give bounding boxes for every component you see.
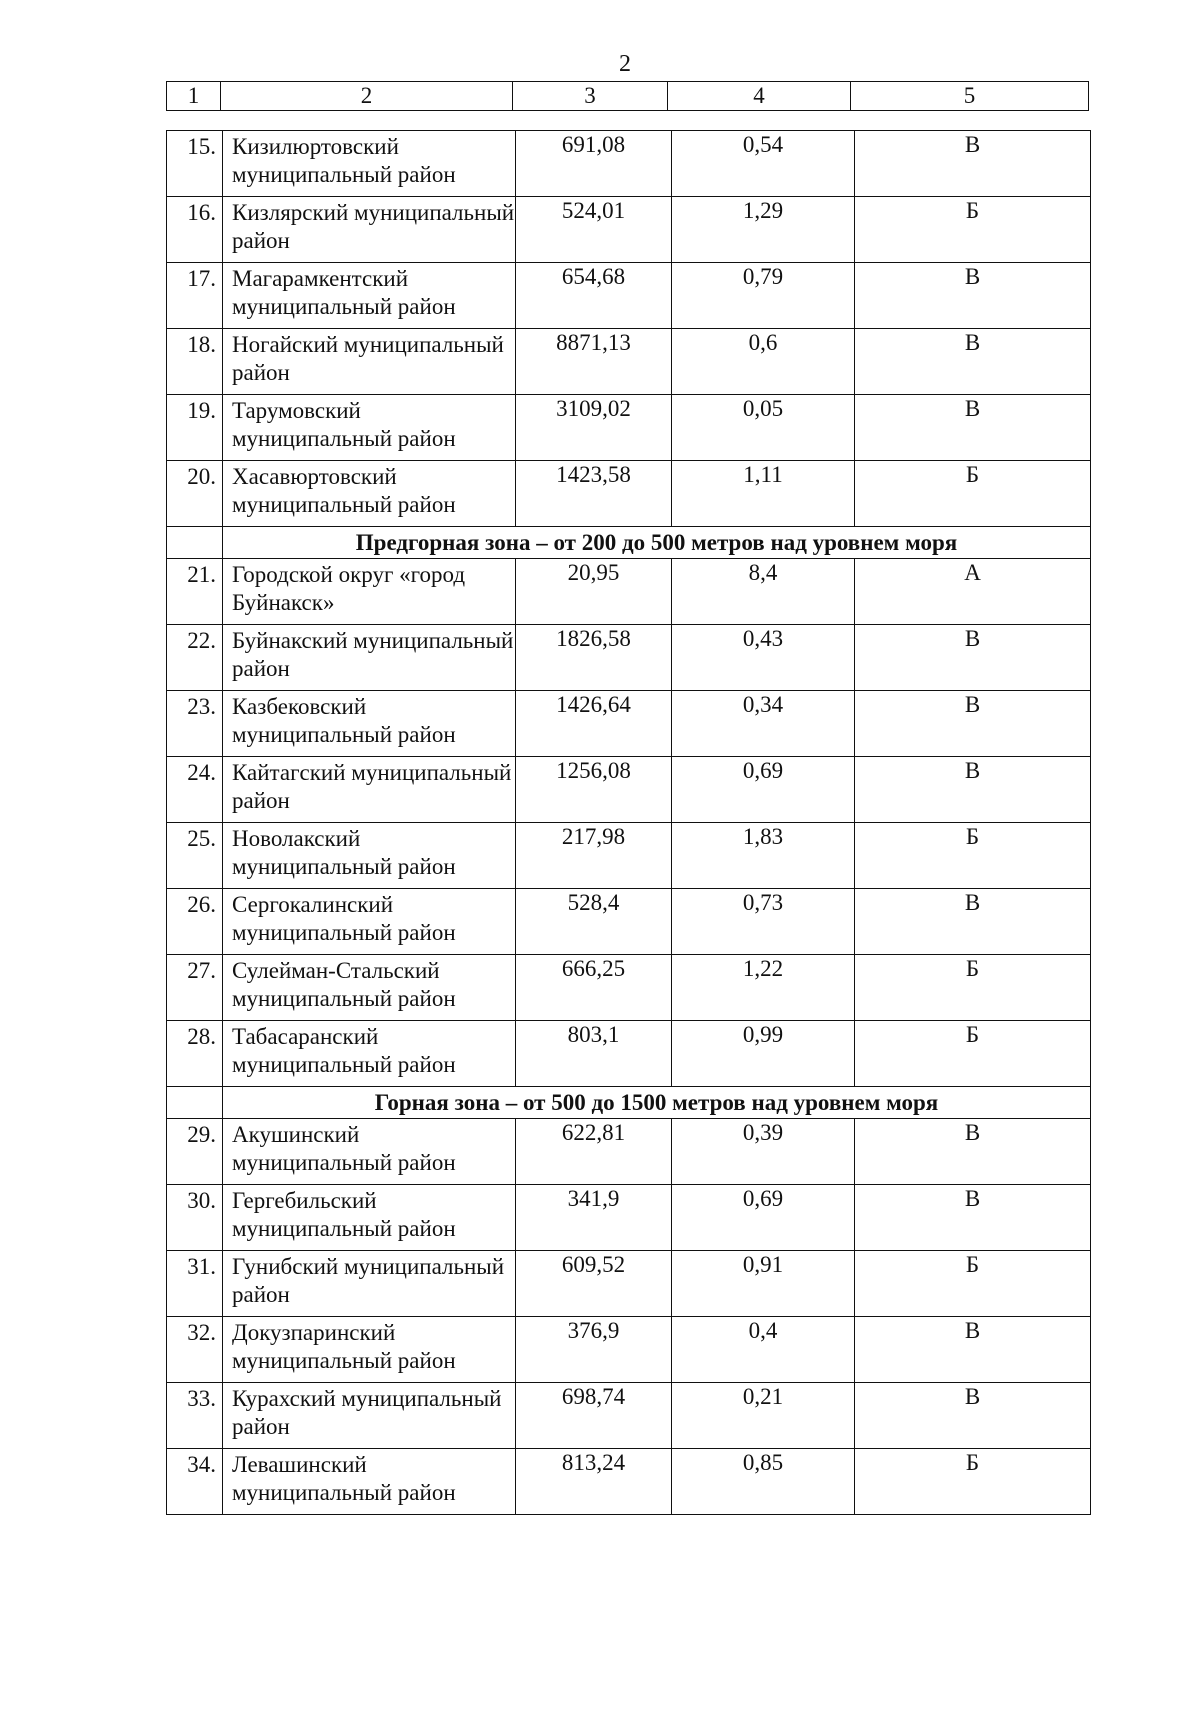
category-value: В: [855, 329, 1091, 395]
area-value: 698,74: [516, 1383, 672, 1449]
table-row: [167, 131, 1091, 197]
category-value: Б: [855, 461, 1091, 527]
row-number: 24.: [167, 757, 223, 823]
district-name: Городской округ «город Буйнакск»: [223, 559, 516, 625]
area-value: 691,08: [516, 131, 672, 197]
row-number: 28.: [167, 1021, 223, 1087]
area-value: 1423,58: [516, 461, 672, 527]
table-row: [167, 197, 1091, 263]
row-number: 31.: [167, 1251, 223, 1317]
district-name: Казбековский муниципальный район: [223, 691, 516, 757]
density-value: 1,11: [672, 461, 855, 527]
district-name: Докузпаринский муниципальный район: [223, 1317, 516, 1383]
area-value: 1256,08: [516, 757, 672, 823]
column-number: 5: [851, 82, 1089, 111]
area-value: 1826,58: [516, 625, 672, 691]
district-name: Сергокалинский муниципальный район: [223, 889, 516, 955]
row-number: 19.: [167, 395, 223, 461]
row-number: 27.: [167, 955, 223, 1021]
category-value: В: [855, 889, 1091, 955]
table-row: [167, 625, 1091, 691]
district-name: Ногайский муниципальный район: [223, 329, 516, 395]
row-number: 23.: [167, 691, 223, 757]
category-value: В: [855, 395, 1091, 461]
row-number: 25.: [167, 823, 223, 889]
table-row: [167, 1251, 1091, 1317]
table-row: [167, 1449, 1091, 1515]
category-value: Б: [855, 197, 1091, 263]
table-row: [167, 889, 1091, 955]
row-number: 22.: [167, 625, 223, 691]
category-value: В: [855, 131, 1091, 197]
row-number: 17.: [167, 263, 223, 329]
district-name: Магарамкентский муниципальный район: [223, 263, 516, 329]
row-number: 34.: [167, 1449, 223, 1515]
category-value: Б: [855, 955, 1091, 1021]
area-value: 609,52: [516, 1251, 672, 1317]
table-row: [167, 1021, 1091, 1087]
table-row: [167, 757, 1091, 823]
page-number: 2: [619, 51, 631, 77]
category-value: В: [855, 625, 1091, 691]
category-value: В: [855, 757, 1091, 823]
table-row: [167, 955, 1091, 1021]
districts-table-body: [167, 131, 1091, 1515]
area-value: 622,81: [516, 1119, 672, 1185]
area-value: 666,25: [516, 955, 672, 1021]
area-value: 524,01: [516, 197, 672, 263]
district-name: Кизилюртовский муниципальный район: [223, 131, 516, 197]
zone-num-cell: [167, 1087, 223, 1119]
density-value: 0,39: [672, 1119, 855, 1185]
density-value: 0,69: [672, 1185, 855, 1251]
row-number: 30.: [167, 1185, 223, 1251]
category-value: В: [855, 1119, 1091, 1185]
row-number: 21.: [167, 559, 223, 625]
area-value: 528,4: [516, 889, 672, 955]
density-value: 0,6: [672, 329, 855, 395]
table-row: [167, 263, 1091, 329]
column-number: 1: [167, 82, 221, 111]
density-value: 0,91: [672, 1251, 855, 1317]
density-value: 0,43: [672, 625, 855, 691]
density-value: 0,99: [672, 1021, 855, 1087]
density-value: 0,73: [672, 889, 855, 955]
table-row: [167, 691, 1091, 757]
column-number-row: [167, 82, 1089, 111]
zone-title: Предгорная зона – от 200 до 500 метров над уровнем моря: [223, 527, 1091, 559]
area-value: 813,24: [516, 1449, 672, 1515]
category-value: Б: [855, 1449, 1091, 1515]
category-value: В: [855, 1317, 1091, 1383]
row-number: 29.: [167, 1119, 223, 1185]
column-number: 4: [668, 82, 851, 111]
table-row: [167, 559, 1091, 625]
density-value: 1,83: [672, 823, 855, 889]
zone-header-row: [167, 1087, 1091, 1119]
table-row: [167, 1185, 1091, 1251]
density-value: 0,4: [672, 1317, 855, 1383]
density-value: 0,69: [672, 757, 855, 823]
district-name: Гергебильский муниципальный район: [223, 1185, 516, 1251]
district-name: Новолакский муниципальный район: [223, 823, 516, 889]
density-value: 0,79: [672, 263, 855, 329]
area-value: 376,9: [516, 1317, 672, 1383]
area-value: 8871,13: [516, 329, 672, 395]
row-number: 32.: [167, 1317, 223, 1383]
area-value: 803,1: [516, 1021, 672, 1087]
column-number-header: [166, 81, 1089, 111]
zone-num-cell: [167, 527, 223, 559]
districts-table: [166, 130, 1091, 1515]
area-value: 3109,02: [516, 395, 672, 461]
zone-title: Горная зона – от 500 до 1500 метров над уровнем моря: [223, 1087, 1091, 1119]
area-value: 654,68: [516, 263, 672, 329]
district-name: Кайтагский муниципальный район: [223, 757, 516, 823]
density-value: 1,22: [672, 955, 855, 1021]
density-value: 1,29: [672, 197, 855, 263]
row-number: 15.: [167, 131, 223, 197]
row-number: 20.: [167, 461, 223, 527]
density-value: 0,54: [672, 131, 855, 197]
district-name: Левашинский муниципальный район: [223, 1449, 516, 1515]
density-value: 0,21: [672, 1383, 855, 1449]
category-value: Б: [855, 1251, 1091, 1317]
district-name: Гунибский муниципальный район: [223, 1251, 516, 1317]
district-name: Буйнакский муниципальный район: [223, 625, 516, 691]
area-value: 341,9: [516, 1185, 672, 1251]
table-row: [167, 329, 1091, 395]
table-row: [167, 395, 1091, 461]
district-name: Акушинский муниципальный район: [223, 1119, 516, 1185]
district-name: Тарумовский муниципальный район: [223, 395, 516, 461]
category-value: В: [855, 263, 1091, 329]
table-row: [167, 1119, 1091, 1185]
density-value: 0,05: [672, 395, 855, 461]
category-value: В: [855, 1185, 1091, 1251]
row-number: 18.: [167, 329, 223, 395]
row-number: 33.: [167, 1383, 223, 1449]
category-value: В: [855, 1383, 1091, 1449]
column-number: 2: [221, 82, 513, 111]
area-value: 1426,64: [516, 691, 672, 757]
density-value: 8,4: [672, 559, 855, 625]
district-name: Сулейман-Стальский муниципальный район: [223, 955, 516, 1021]
area-value: 217,98: [516, 823, 672, 889]
row-number: 16.: [167, 197, 223, 263]
zone-header-row: [167, 527, 1091, 559]
table-row: [167, 1383, 1091, 1449]
category-value: А: [855, 559, 1091, 625]
district-name: Курахский муниципальный район: [223, 1383, 516, 1449]
table-row: [167, 1317, 1091, 1383]
table-row: [167, 823, 1091, 889]
table-row: [167, 461, 1091, 527]
category-value: Б: [855, 823, 1091, 889]
density-value: 0,34: [672, 691, 855, 757]
density-value: 0,85: [672, 1449, 855, 1515]
column-number: 3: [513, 82, 668, 111]
district-name: Хасавюртовский муниципальный район: [223, 461, 516, 527]
district-name: Кизлярский муниципальный район: [223, 197, 516, 263]
category-value: В: [855, 691, 1091, 757]
area-value: 20,95: [516, 559, 672, 625]
category-value: Б: [855, 1021, 1091, 1087]
row-number: 26.: [167, 889, 223, 955]
district-name: Табасаранский муниципальный район: [223, 1021, 516, 1087]
